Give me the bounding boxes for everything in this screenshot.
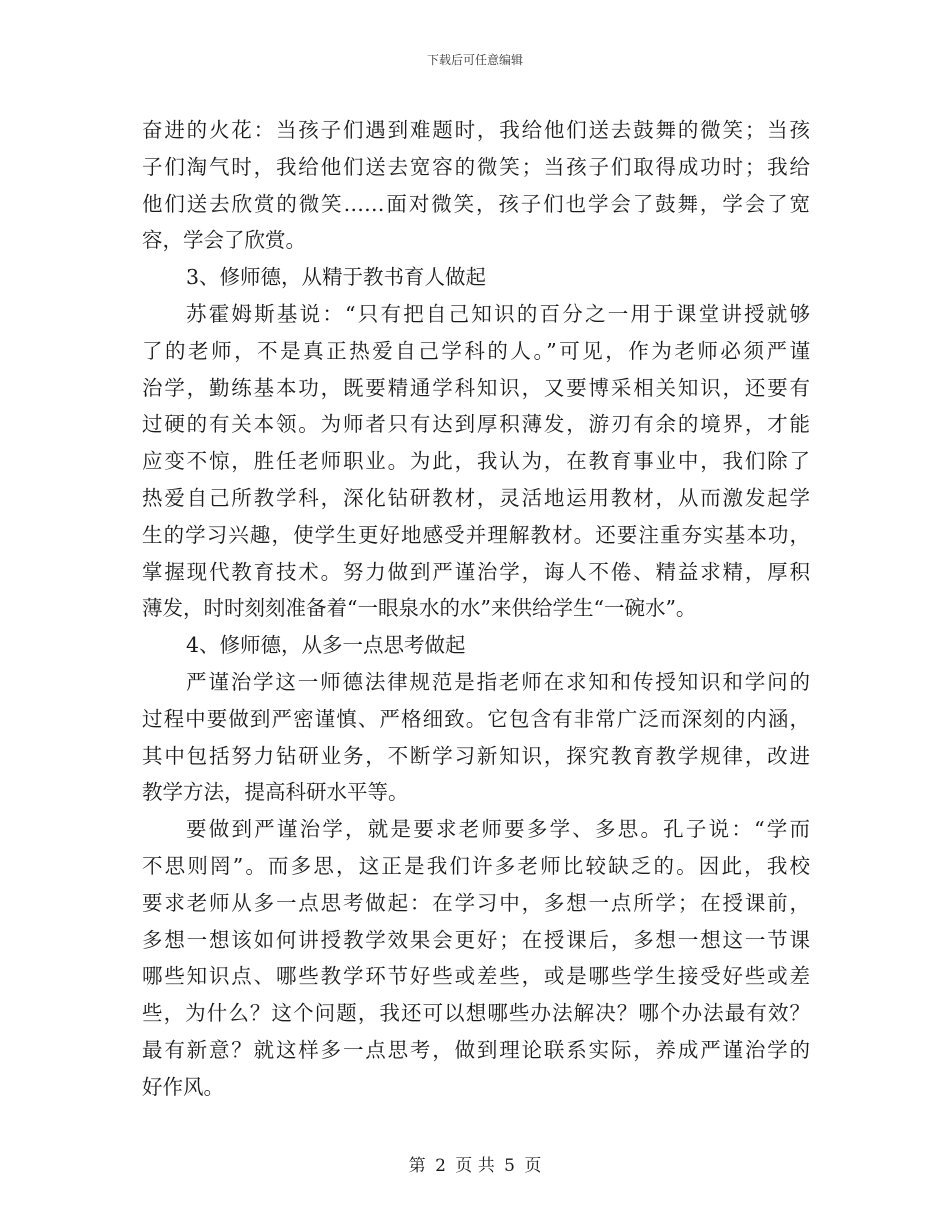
section-heading: 4、修师德，从多一点思考做起	[186, 633, 466, 658]
section-heading: 3、修师德，从精于教书育人做起	[186, 265, 487, 290]
total-page-count: 5	[504, 1156, 515, 1176]
text-line: 好作风。	[142, 1074, 224, 1099]
text-line: 要求老师从多一点思考做起：在学习中，多想一点所学；在授课前，	[142, 890, 810, 915]
footer-middle: 页 共	[455, 1156, 495, 1176]
text-line: 生的学习兴趣，使学生更好地感受并理解教材。还要注重夯实基本功，	[142, 522, 810, 547]
text-line: 其中包括努力钻研业务，不断学习新知识，探究教育教学规律，改进	[142, 743, 810, 768]
text-line: 过程中要做到严密谨慎、严格细致。它包含有非常广泛而深刻的内涵，	[142, 706, 810, 731]
page-header: 下载后可任意编辑	[426, 53, 523, 67]
text-line: 容，学会了欣赏。	[142, 228, 306, 253]
text-line: 治学，勤练基本功，既要精通学科知识，又要博采相关知识，还要有	[142, 375, 810, 400]
text-line: 他们送去欣赏的微笑……面对微笑，孩子们也学会了鼓舞，学会了宽	[142, 191, 810, 216]
text-line: 严谨治学这一师德法律规范是指老师在求知和传授知识和学问的	[186, 669, 810, 694]
text-line: 苏霍姆斯基说：“只有把自己知识的百分之一用于课堂讲授就够	[186, 301, 810, 326]
text-line: 要做到严谨治学，就是要求老师要多学、多思。孔子说：“学而	[186, 817, 810, 842]
text-line: 哪些知识点、哪些教学环节好些或差些，或是哪些学生接受好些或差	[142, 964, 810, 989]
current-page-number: 2	[435, 1156, 446, 1176]
text-line: 薄发，时时刻刻准备着“一眼泉水的水”来供给学生“一碗水”。	[142, 596, 697, 621]
text-line: 应变不惊，胜任老师职业。为此，我认为，在教育事业中，我们除了	[142, 449, 810, 474]
text-line: 了的老师，不是真正热爱自己学科的人。”可见，作为老师必须严谨	[142, 338, 810, 363]
text-line: 热爱自己所教学科，深化钻研教材，灵活地运用教材，从而激发起学	[142, 485, 810, 510]
text-line: 子们淘气时，我给他们送去宽容的微笑；当孩子们取得成功时；我给	[142, 154, 810, 179]
text-line: 最有新意？就这样多一点思考，做到理论联系实际，养成严谨治学的	[142, 1037, 810, 1062]
footer-prefix: 第	[408, 1156, 426, 1176]
footer-suffix: 页	[524, 1156, 542, 1176]
text-line: 过硬的有关本领。为师者只有达到厚积薄发，游刃有余的境界，才能	[142, 412, 810, 437]
text-line: 多想一想该如何讲授教学效果会更好；在授课后，多想一想这一节课	[142, 927, 810, 952]
text-line: 些，为什么？这个问题，我还可以想哪些办法解决？哪个办法最有效？	[142, 1001, 810, 1026]
document-body	[142, 112, 810, 1106]
text-line: 教学方法，提高科研水平等。	[142, 780, 409, 805]
text-line: 不思则罔”。而多思，这正是我们许多老师比较缺乏的。因此，我校	[142, 853, 810, 878]
page-footer	[0, 1155, 950, 1177]
text-line: 掌握现代教育技术。努力做到严谨治学，诲人不倦、精益求精，厚积	[142, 559, 810, 584]
text-line: 奋进的火花：当孩子们遇到难题时，我给他们送去鼓舞的微笑；当孩	[142, 118, 810, 142]
